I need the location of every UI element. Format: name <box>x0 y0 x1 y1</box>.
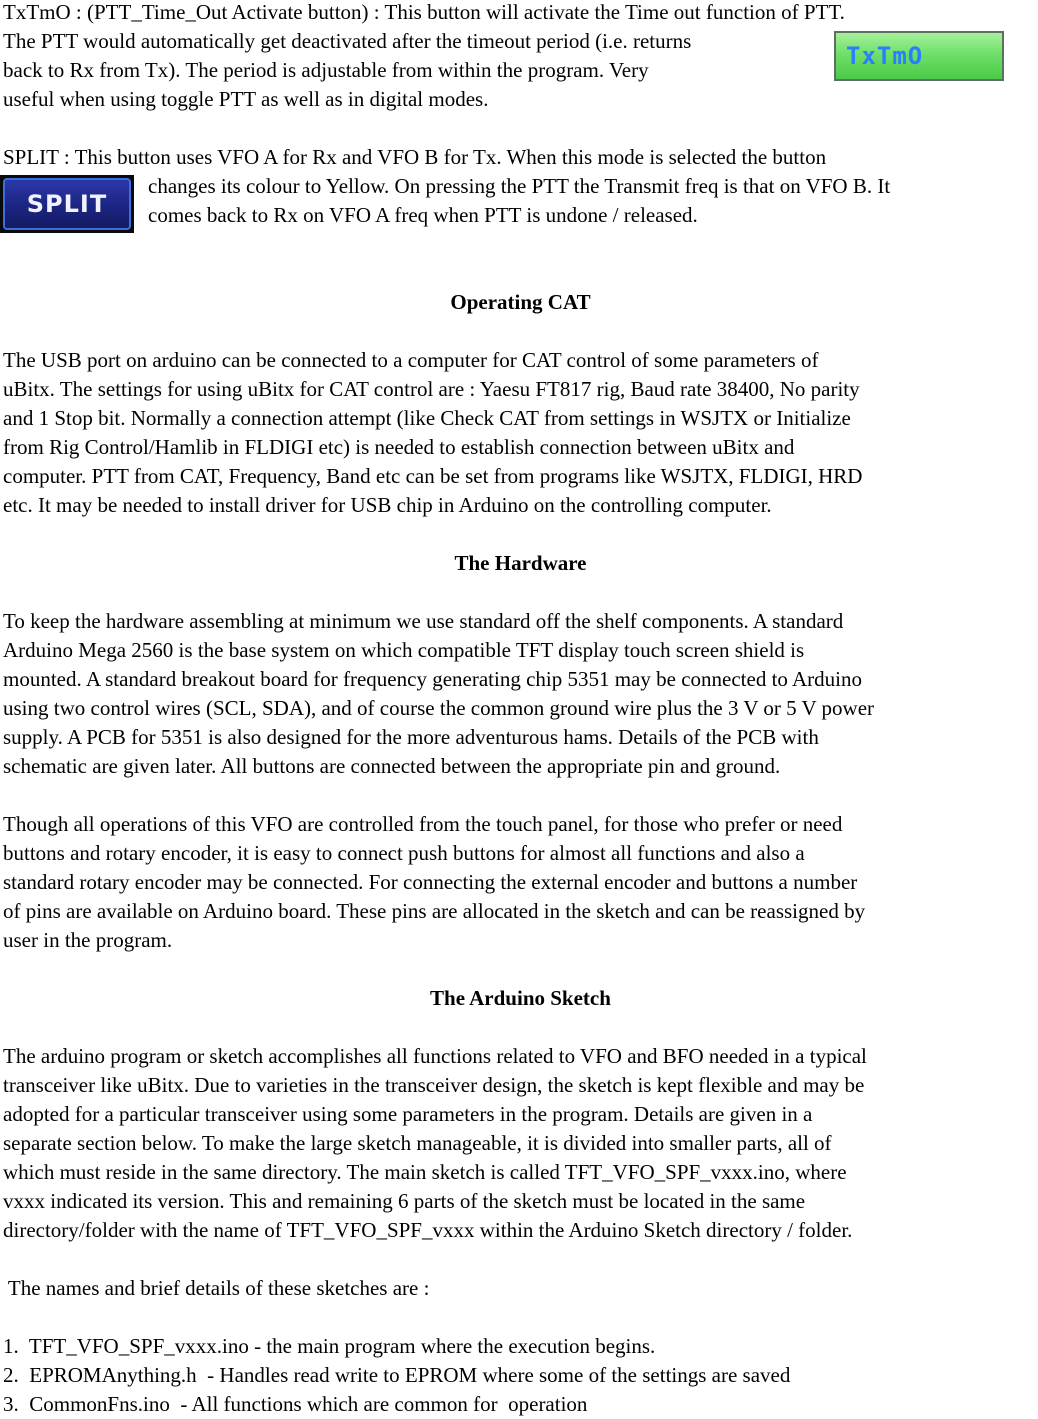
hardware-line: Arduino Mega 2560 is the base system on which compatible TFT display touch screen shield is <box>3 638 805 662</box>
list-item: 1. TFT_VFO_SPF_vxxx.ino - the main program where the execution begins. <box>3 1334 656 1358</box>
hardware-paragraph-2 <box>3 810 1038 955</box>
hardware-line: of pins are available on Arduino board. These pins are allocated in the sketch and can be reassigned by <box>3 899 866 923</box>
sketch-intro: The names and brief details of these sketches are : <box>3 1276 430 1300</box>
list-item: 3. CommonFns.ino - All functions which are common for operation <box>3 1392 588 1416</box>
txtmo-section <box>3 0 1038 114</box>
cat-line: from Rig Control/Hamlib in FLDIGI etc) is needed to establish connection between uBitx and <box>3 435 795 459</box>
hardware-line: supply. A PCB for 5351 is also designed for the more adventurous hams. Details of the PCB with <box>3 725 819 749</box>
split-section <box>3 143 1038 230</box>
txtmo-button-label: TxTmO <box>846 41 924 70</box>
split-button-image <box>0 175 134 233</box>
split-line-1: SPLIT : This button uses VFO A for Rx and VFO B for Tx. When this mode is selected the button <box>3 145 827 169</box>
sketch-line: which must reside in the same directory. The main sketch is called TFT_VFO_SPF_vxxx.ino, where <box>3 1160 847 1184</box>
cat-line: and 1 Stop bit. Normally a connection attempt (like Check CAT from settings in WSJTX or Initialize <box>3 406 851 430</box>
txtmo-line-3: back to Rx from Tx). The period is adjustable from within the program. Very <box>3 58 649 82</box>
cat-line: The USB port on arduino can be connected to a computer for CAT control of some parameters of <box>3 348 819 372</box>
cat-line: etc. It may be needed to install driver for USB chip in Arduino on the controlling computer. <box>3 493 772 517</box>
heading-arduino-sketch: The Arduino Sketch <box>430 986 611 1010</box>
sketch-line: The arduino program or sketch accomplishes all functions related to VFO and BFO needed in a typical <box>3 1044 867 1068</box>
sketch-line: directory/folder with the name of TFT_VFO_SPF_vxxx within the Arduino Sketch directory / folder. <box>3 1218 853 1242</box>
list-item: 2. EPROMAnything.h - Handles read write to EPROM where some of the settings are saved <box>3 1363 791 1387</box>
split-line-3: comes back to Rx on VFO A freq when PTT is undone / released. <box>148 203 698 227</box>
hardware-line: mounted. A standard breakout board for frequency generating chip 5351 may be connected to Arduino <box>3 667 862 691</box>
sketch-list <box>3 1332 1038 1419</box>
heading-operating-cat: Operating CAT <box>450 290 591 314</box>
cat-line: computer. PTT from CAT, Frequency, Band etc can be set from programs like WSJTX, FLDIGI, HRD <box>3 464 863 488</box>
heading-hardware: The Hardware <box>454 551 587 575</box>
hardware-line: To keep the hardware assembling at minimum we use standard off the shelf components. A standard <box>3 609 844 633</box>
txtmo-line-4: useful when using toggle PTT as well as in digital modes. <box>3 87 489 111</box>
sketch-line: separate section below. To make the large sketch manageable, it is divided into smaller parts, all of <box>3 1131 832 1155</box>
split-line-2: changes its colour to Yellow. On pressing the PTT the Transmit freq is that on VFO B. It <box>148 174 891 198</box>
txtmo-line-2: The PTT would automatically get deactivated after the timeout period (i.e. returns <box>3 29 692 53</box>
hardware-line: Though all operations of this VFO are controlled from the touch panel, for those who prefer or need <box>3 812 843 836</box>
hardware-paragraph-1 <box>3 607 1038 781</box>
split-button-label: SPLIT <box>26 189 108 218</box>
hardware-line: standard rotary encoder may be connected. For connecting the external encoder and buttons a number <box>3 870 858 894</box>
sketch-line: transceiver like uBitx. Due to varieties in the transceiver design, the sketch is kept flexible and may be <box>3 1073 865 1097</box>
sketch-line: adopted for a particular transceiver using some parameters in the program. Details are given in a <box>3 1102 813 1126</box>
cat-line: uBitx. The settings for using uBitx for CAT control are : Yaesu FT817 rig, Baud rate 38400, No parity <box>3 377 860 401</box>
hardware-line: using two control wires (SCL, SDA), and of course the common ground wire plus the 3 V or 5 V power <box>3 696 875 720</box>
cat-paragraph <box>3 346 1038 520</box>
split-button-face <box>3 178 131 230</box>
txtmo-line-1: TxTmO : (PTT_Time_Out Activate button) : This button will activate the Time out function of PTT. <box>3 0 845 24</box>
document-page <box>3 0 1038 1419</box>
sketch-line: vxxx indicated its version. This and remaining 6 parts of the sketch must be located in the same <box>3 1189 806 1213</box>
hardware-line: schematic are given later. All buttons are connected between the appropriate pin and ground. <box>3 754 781 778</box>
hardware-line: buttons and rotary encoder, it is easy to connect push buttons for almost all functions and also a <box>3 841 805 865</box>
txtmo-button-image <box>834 31 1004 81</box>
sketch-paragraph <box>3 1042 1038 1245</box>
hardware-line: user in the program. <box>3 928 173 952</box>
